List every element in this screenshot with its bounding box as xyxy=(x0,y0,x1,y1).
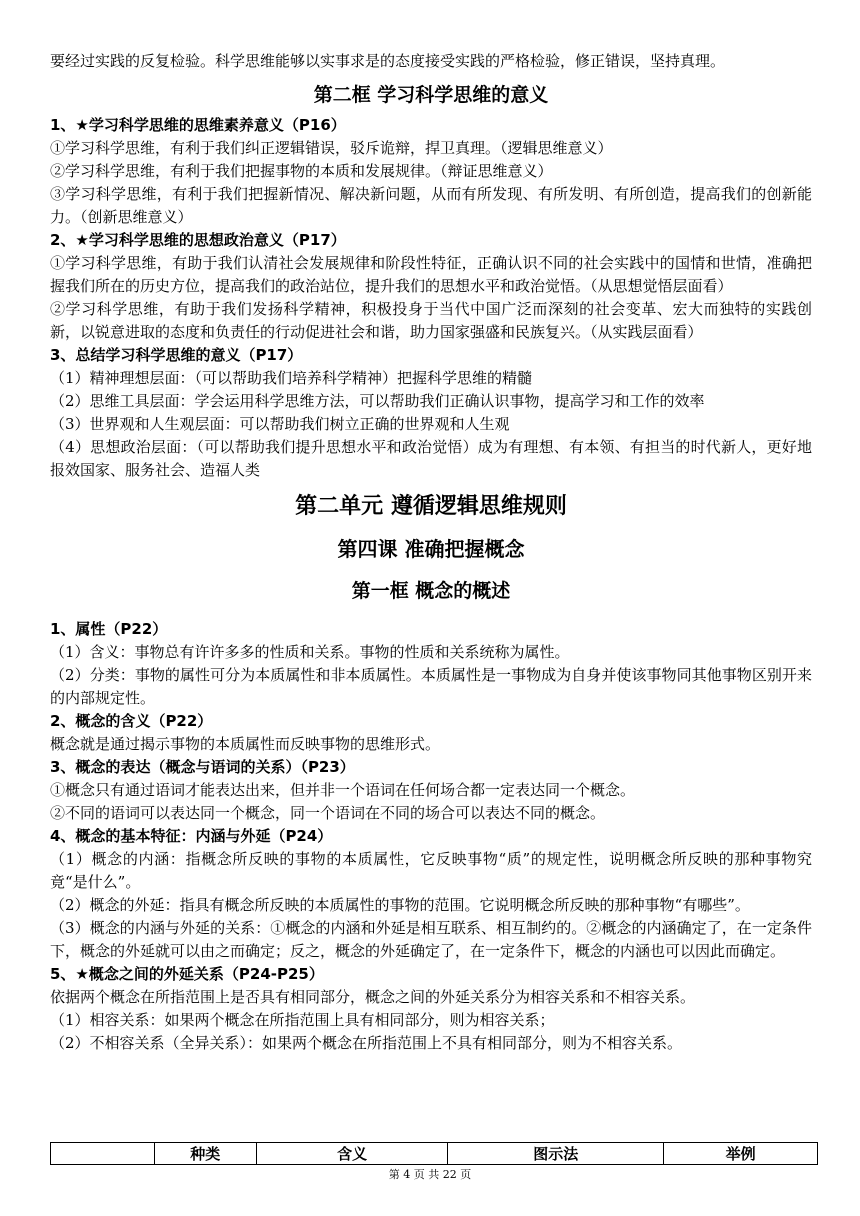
section-1-item: ②学习科学思维，有利于我们把握事物的本质和发展规律。（辩证思维意义） xyxy=(50,162,553,180)
section-3 xyxy=(50,344,812,482)
concept-1 xyxy=(50,618,812,710)
frame2-title: 第二框 学习科学思维的意义 xyxy=(313,84,549,106)
concept-5-item: （2）不相容关系（全异关系）：如果两个概念在所指范围上不具有相同部分，则为不相容关系。 xyxy=(50,1034,683,1052)
concept-3 xyxy=(50,756,812,825)
concept-3-item: ②不同的语词可以表达同一个概念，同一个语词在不同的场合可以表达不同的概念。 xyxy=(50,804,606,822)
concept-5 xyxy=(50,963,812,1055)
lesson-title: 第四课 准确把握概念 xyxy=(337,537,525,561)
section-2-item: ①学习科学思维，有助于我们认清社会发展规律和阶段性特征，正确认识不同的社会实践中的国情和世情，准确把握我们所在的历史方位，提高我们的政治站位，提升我们的思想水平和政治觉悟。（从思想觉悟层面看） xyxy=(50,254,812,295)
concept-3-item: ①概念只有通过语词才能表达出来，但并非一个语词在任何场合都一定表达同一个概念。 xyxy=(50,781,636,799)
table-header-row xyxy=(51,1143,818,1165)
section-1-item: ③学习科学思维，有利于我们把握新情况、解决新问题，从而有所发现、有所发明、有所创造，提高我们的创新能力。（创新思维意义） xyxy=(50,185,812,226)
table-header-cell: 图示法 xyxy=(448,1143,664,1165)
section-2-title: 2、★学习科学思维的思想政治意义（P17） xyxy=(50,231,346,249)
frame1-title: 第一框 概念的概述 xyxy=(351,580,511,602)
concept-1-item: （1）含义：事物总有许许多多的性质和关系。事物的性质和关系统称为属性。 xyxy=(50,643,570,661)
concept-4-title: 4、概念的基本特征：内涵与外延（P24） xyxy=(50,827,333,845)
concept-4-item: （3）概念的内涵与外延的关系：①概念的内涵和外延是相互联系、相互制约的。②概念的内涵确定了，在一定条件下，概念的外延就可以由之而确定；反之，概念的外延确定了，在一定条件下，概念的内涵也可以因此而确定。 xyxy=(50,919,812,960)
document-body xyxy=(50,52,812,1055)
concept-2 xyxy=(50,710,812,756)
unit-title: 第二单元 遵循逻辑思维规则 xyxy=(295,494,567,519)
section-3-item: （3）世界观和人生观层面：可以帮助我们树立正确的世界观和人生观 xyxy=(50,415,510,433)
table-header-cell: 举例 xyxy=(664,1143,818,1165)
table-header-cell xyxy=(51,1143,155,1165)
relation-table xyxy=(50,1142,818,1165)
concept-4-item: （2）概念的外延：指具有概念所反映的本质属性的事物的范围。它说明概念所反映的那种事物“有哪些”。 xyxy=(50,896,750,914)
section-1-item: ①学习科学思维，有利于我们纠正逻辑错误，驳斥诡辩，捍卫真理。（逻辑思维意义） xyxy=(50,139,613,157)
concept-4 xyxy=(50,825,812,963)
section-1-title: 1、★学习科学思维的思维素养意义（P16） xyxy=(50,116,346,134)
table-header-cell: 种类 xyxy=(154,1143,256,1165)
table-header-cell: 含义 xyxy=(256,1143,448,1165)
concept-3-title: 3、概念的表达（概念与语词的关系）（P23） xyxy=(50,758,355,776)
concept-5-item: （1）相容关系：如果两个概念在所指范围上具有相同部分，则为相容关系； xyxy=(50,1011,555,1029)
concept-1-title: 1、属性（P22） xyxy=(50,620,168,638)
concept-5-title: 5、★概念之间的外延关系（P24-P25） xyxy=(50,965,324,983)
section-3-item: （4）思想政治层面：（可以帮助我们提升思想水平和政治觉悟）成为有理想、有本领、有担当的时代新人，更好地报效国家、服务社会、造福人类 xyxy=(50,438,812,479)
section-1 xyxy=(50,114,812,229)
section-3-item: （1）精神理想层面：（可以帮助我们培养科学精神）把握科学思维的精髓 xyxy=(50,369,533,387)
concept-1-item: （2）分类：事物的属性可分为本质属性和非本质属性。本质属性是一事物成为自身并使该事物同其他事物区别开来的内部规定性。 xyxy=(50,666,812,707)
concept-2-item: 概念就是通过揭示事物的本质属性而反映事物的思维形式。 xyxy=(50,735,441,753)
section-2 xyxy=(50,229,812,344)
concept-5-item: 依据两个概念在所指范围上是否具有相同部分，概念之间的外延关系分为相容关系和不相容关系。 xyxy=(50,988,696,1006)
intro-line: 要经过实践的反复检验。科学思维能够以实事求是的态度接受实践的严格检验，修正错误，坚持真理。 xyxy=(50,52,726,70)
section-3-item: （2）思维工具层面：学会运用科学思维方法，可以帮助我们正确认识事物，提高学习和工作的效率 xyxy=(50,392,705,410)
section-3-title: 3、总结学习科学思维的意义（P17） xyxy=(50,346,303,364)
section-2-item: ②学习科学思维，有助于我们发扬科学精神，积极投身于当代中国广泛而深刻的社会变革、宏大而独特的实践创新，以锐意进取的态度和负责任的行动促进社会和谐，助力国家强盛和民族复兴。（从实践层面看） xyxy=(50,300,812,341)
concept-2-title: 2、概念的含义（P22） xyxy=(50,712,213,730)
concept-4-item: （1）概念的内涵：指概念所反映的事物的本质属性，它反映事物“质”的规定性，说明概念所反映的那种事物究竟“是什么”。 xyxy=(50,850,812,891)
page-footer: 第 4 页 共 22 页 xyxy=(388,1168,472,1181)
